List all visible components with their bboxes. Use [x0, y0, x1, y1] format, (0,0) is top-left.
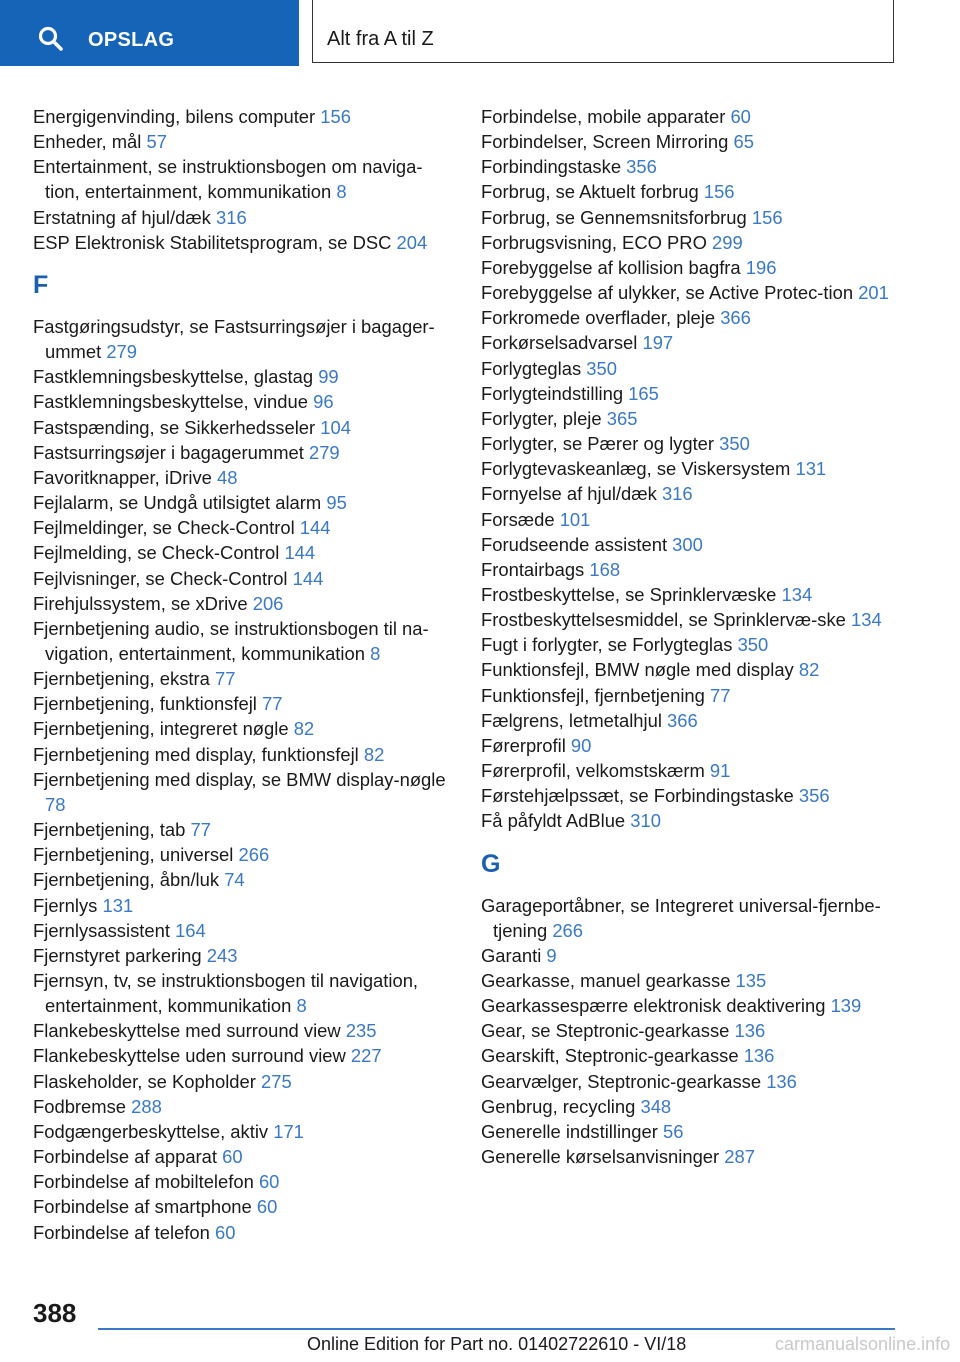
index-entry — [481, 406, 901, 431]
index-entry — [481, 607, 901, 632]
index-entry — [33, 540, 451, 565]
page-reference-link[interactable]: 165 — [628, 382, 659, 404]
page-reference-link[interactable]: 279 — [308, 441, 340, 463]
index-entry-text: Fastklemningsbeskyttelse, vindue — [33, 391, 314, 413]
index-entry — [481, 557, 901, 582]
index-entry — [33, 389, 451, 414]
page-reference-link[interactable]: 96 — [313, 391, 334, 413]
page-reference-link[interactable]: 135 — [735, 970, 767, 991]
page-reference-link[interactable]: 350 — [737, 634, 769, 656]
index-entry — [481, 1018, 901, 1043]
index-entry — [481, 431, 901, 456]
index-entry — [33, 515, 451, 540]
index-entry — [33, 205, 451, 230]
page-reference-link[interactable]: 90 — [570, 734, 592, 756]
page-reference-link[interactable]: 99 — [318, 366, 339, 388]
index-entry-text: Fjernlysassistent — [33, 919, 176, 941]
index-entry — [481, 632, 901, 657]
footer-divider — [98, 1328, 895, 1330]
index-entry-text: Garageportåbner, se Integreret universal-fjernbe-tjening — [481, 894, 881, 941]
page-reference-link[interactable]: 60 — [214, 1221, 236, 1243]
index-entry-text: Funktionsfejl, BMW nøgle med display — [481, 659, 799, 681]
index-entry — [481, 381, 901, 406]
index-entry-text: Førerprofil, velkomstskærm — [481, 760, 710, 782]
index-entry-text: Fastgøringsudstyr, se Fastsurringsøjer i bagager-ummet — [33, 315, 435, 363]
index-entry — [33, 1069, 451, 1094]
index-entry-text: Forbindingstaske — [481, 156, 627, 178]
index-entry-text: Garanti — [481, 944, 547, 966]
page-reference-link[interactable]: 196 — [745, 256, 777, 278]
index-entry — [33, 742, 451, 767]
index-entry-text: Fejlmeldinger, se Check-Control — [33, 517, 300, 539]
index-entry — [33, 842, 451, 867]
index-entry — [481, 943, 901, 968]
index-entry — [33, 364, 451, 389]
index-entry-text: Forlygter, se Pærer og lygter — [481, 433, 720, 455]
index-entry — [33, 1018, 451, 1043]
page-reference-link[interactable]: 266 — [238, 844, 270, 866]
page-reference-link[interactable]: 91 — [709, 760, 731, 782]
index-entry — [33, 1220, 451, 1245]
section-letter: G — [481, 849, 501, 878]
index-entry — [33, 918, 451, 943]
page-reference-link[interactable]: 279 — [106, 341, 138, 363]
page-header — [0, 0, 960, 66]
edition-text: Online Edition for Part no. 01402722610 - VI/18 — [307, 1334, 687, 1354]
page-reference-link[interactable]: 356 — [626, 156, 657, 178]
page-reference-link[interactable]: 266 — [552, 919, 583, 941]
page-reference-link[interactable]: 82 — [798, 659, 820, 681]
index-entry-text: Forkromede overflader, pleje — [481, 307, 721, 329]
page-reference-link[interactable]: 227 — [350, 1045, 382, 1067]
index-entry-text: Forebyggelse af ulykker, se Active Protec-tion — [481, 282, 859, 304]
index-entry — [33, 893, 451, 918]
index-entry-text: Flaskeholder, se Kopholder — [33, 1070, 261, 1092]
page-reference-link[interactable]: 144 — [292, 567, 324, 589]
index-entry-text: Få påfyldt AdBlue — [481, 810, 631, 832]
index-column-right — [481, 104, 901, 1169]
index-entry-text: Generelle kørselsanvisninger — [481, 1146, 725, 1168]
page-reference-link[interactable]: 168 — [589, 558, 621, 580]
index-entry-text: Funktionsfejl, fjernbetjening — [481, 684, 710, 706]
index-entry — [481, 708, 901, 733]
index-entry — [481, 179, 901, 204]
page-reference-link[interactable]: 366 — [720, 307, 751, 329]
index-entry — [33, 716, 451, 741]
lookup-tab-label: OPSLAG — [88, 29, 175, 51]
index-entry — [481, 582, 901, 607]
page-reference-link[interactable]: 136 — [766, 1070, 797, 1092]
page-reference-link[interactable]: 134 — [850, 609, 882, 631]
index-entry — [481, 356, 901, 381]
index-entry-text: Forlygteindstilling — [481, 382, 629, 404]
index-entry-text: Forkørselsadvarsel — [481, 332, 643, 354]
page-reference-link[interactable]: 136 — [734, 1020, 766, 1042]
index-entry-text: Fastspænding, se Sikkerhedsseler — [33, 416, 321, 438]
index-entry-text: Fjernsyn, tv, se instruktionsbogen til navigation, entertainment, kommunikation — [33, 970, 419, 1017]
page-reference-link[interactable]: 366 — [667, 709, 698, 731]
page-reference-link[interactable]: 275 — [260, 1070, 292, 1092]
index-entry-text: Frostbeskyttelsesmiddel, se Sprinklervæ-ske — [481, 609, 851, 631]
index-entry-text: Fastklemningsbeskyttelse, glastag — [33, 366, 319, 388]
page-reference-link[interactable]: 60 — [730, 106, 751, 127]
index-entry — [481, 1043, 901, 1068]
index-entry — [33, 666, 451, 691]
index-entry-text: Forbindelse af mobiltelefon — [33, 1171, 259, 1193]
page-reference-link[interactable]: 156 — [751, 206, 783, 228]
index-entry — [33, 691, 451, 716]
page-reference-link[interactable]: 171 — [273, 1120, 304, 1142]
index-entry-text: Gear, se Steptronic-gearkasse — [481, 1020, 735, 1042]
page-reference-link[interactable]: 156 — [703, 181, 735, 203]
index-entry — [33, 129, 451, 154]
page-reference-link[interactable]: 48 — [216, 466, 238, 488]
index-entry-text: Favoritknapper, iDrive — [33, 466, 217, 488]
index-entry — [33, 490, 451, 515]
index-entry-text: Gearkassespærre elektronisk deaktivering — [481, 995, 831, 1017]
index-entry — [33, 1043, 451, 1068]
index-entry — [481, 507, 901, 532]
index-entry — [481, 1069, 901, 1094]
index-entry-text: Gearkasse, manuel gearkasse — [481, 970, 736, 991]
index-entry-text: Forebyggelse af kollision bagfra — [481, 256, 746, 278]
page-reference-link[interactable]: 131 — [102, 894, 134, 916]
page-reference-link[interactable]: 134 — [781, 583, 813, 605]
index-entry-text: Forlygtevaskeanlæg, se Viskersystem — [481, 458, 796, 480]
index-entry — [481, 1144, 901, 1169]
index-entry-text: Entertainment, se instruktionsbogen om naviga-tion, entertainment, kommunikation — [33, 156, 423, 203]
index-entry — [481, 481, 901, 506]
index-entry-text: Fjernbetjening, tab — [33, 819, 191, 841]
chapter-title-box — [312, 0, 894, 63]
index-entry — [481, 330, 901, 355]
index-entry-text: Forbrug, se Aktuelt forbrug — [481, 181, 704, 203]
page-reference-link[interactable]: 144 — [284, 542, 316, 564]
index-entry — [33, 1094, 451, 1119]
index-entry-text: Førerprofil — [481, 734, 571, 756]
index-entry-text: Gearskift, Steptronic-gearkasse — [481, 1045, 744, 1067]
index-entry — [33, 616, 451, 666]
page-reference-link[interactable]: 350 — [719, 433, 750, 455]
index-entry-text: Fjernbetjening audio, se instruktionsbogen til na-vigation, entertainment, kommunikation — [33, 617, 429, 664]
index-entry-text: Fjernbetjening, funktionsfejl — [33, 693, 262, 715]
index-entry — [33, 867, 451, 892]
index-entry — [33, 314, 451, 364]
page-number: 388 — [33, 1298, 77, 1328]
index-entry-text: Fodgængerbeskyttelse, aktiv — [33, 1120, 274, 1142]
index-entry — [481, 456, 901, 481]
index-entry-text: Fjernbetjening med display, funktionsfejl — [33, 743, 364, 765]
page-reference-link[interactable]: 356 — [798, 785, 830, 807]
page-reference-link[interactable]: 243 — [206, 944, 238, 966]
index-entry-text: Firehjulssystem, se xDrive — [33, 592, 253, 614]
index-entry — [481, 783, 901, 808]
index-entry — [481, 657, 901, 682]
index-entry-text: Forbindelse, mobile apparater — [481, 106, 731, 127]
page-reference-link[interactable]: 131 — [795, 458, 827, 480]
index-entry — [481, 808, 901, 833]
index-entry — [33, 566, 451, 591]
index-entry — [481, 683, 901, 708]
page-reference-link[interactable]: 299 — [711, 231, 743, 253]
index-entry-text: Forlygter, pleje — [481, 407, 607, 429]
index-entry-text: Frontairbags — [481, 558, 590, 580]
index-entry — [33, 1194, 451, 1219]
chapter-title: Alt fra A til Z — [327, 28, 434, 50]
page-reference-link[interactable]: 8 — [370, 642, 381, 664]
page-reference-link[interactable]: 74 — [224, 869, 245, 891]
index-entry — [33, 1144, 451, 1169]
page-reference-link[interactable]: 101 — [559, 508, 591, 530]
index-entry-text: Forbindelse af telefon — [33, 1221, 215, 1243]
index-entry-text: Enheder, mål — [33, 131, 147, 153]
page-reference-link[interactable]: 310 — [630, 810, 661, 832]
index-entry-text: Fjernbetjening med display, se BMW display-nøgle — [33, 768, 446, 790]
index-entry-text: Forudseende assistent — [481, 533, 673, 555]
page-reference-link[interactable]: 104 — [320, 416, 351, 438]
page-reference-link[interactable]: 57 — [146, 131, 167, 153]
index-entry-text: Forbindelser, Screen Mirroring — [481, 131, 734, 153]
page-reference-link[interactable]: 144 — [299, 517, 331, 539]
page-reference-link[interactable]: 197 — [642, 332, 674, 354]
index-entry — [481, 230, 901, 255]
index-entry — [481, 968, 901, 993]
index-entry — [33, 230, 451, 255]
page-reference-link[interactable]: 164 — [175, 919, 206, 941]
index-entry-text: Fjernbetjening, ekstra — [33, 668, 215, 690]
search-icon — [38, 26, 64, 52]
index-entry-text: Frostbeskyttelse, se Sprinklervæske — [481, 583, 782, 605]
index-entry-text: Forbrug, se Gennemsnitsforbrug — [481, 206, 752, 228]
index-entry — [481, 280, 901, 305]
index-entry — [33, 440, 451, 465]
index-entry-text: Genbrug, recycling — [481, 1095, 641, 1117]
index-entry — [481, 129, 901, 154]
page-reference-link[interactable]: 9 — [546, 944, 557, 966]
index-entry-text: Erstatning af hjul/dæk — [33, 206, 216, 228]
index-entry-text: Fjernbetjening, integreret nøgle — [33, 718, 294, 740]
page-reference-link[interactable]: 77 — [262, 693, 283, 715]
page-reference-link[interactable]: 82 — [363, 743, 385, 765]
page-reference-link[interactable]: 206 — [252, 592, 284, 614]
index-entry-text: Fornyelse af hjul/dæk — [481, 483, 662, 505]
page-reference-link[interactable]: 156 — [320, 106, 351, 127]
section-letter: F — [33, 270, 49, 299]
page-reference-link[interactable]: 82 — [293, 718, 315, 740]
index-entry — [33, 1119, 451, 1144]
index-entry-text: Forsæde — [481, 508, 560, 530]
index-entry — [481, 532, 901, 557]
page-reference-link[interactable]: 8 — [336, 181, 347, 203]
index-entry — [33, 767, 451, 817]
index-entry — [481, 305, 901, 330]
watermark: carmanualsonline.info — [775, 1334, 951, 1354]
page-reference-link[interactable]: 77 — [710, 684, 731, 706]
index-entry-text: Førstehjælpssæt, se Forbindingstaske — [481, 785, 799, 807]
index-entry — [481, 205, 901, 230]
index-entry-text: Fugt i forlygter, se Forlygteglas — [481, 634, 738, 656]
page-reference-link[interactable]: 350 — [586, 357, 617, 379]
page-reference-link[interactable]: 316 — [661, 483, 693, 505]
page-reference-link[interactable]: 204 — [396, 231, 428, 253]
page-reference-link[interactable]: 8 — [296, 995, 307, 1017]
index-entry — [481, 104, 901, 129]
index-entry — [33, 943, 451, 968]
index-entry — [33, 104, 451, 129]
page-reference-link[interactable]: 136 — [743, 1045, 775, 1067]
page-reference-link[interactable]: 65 — [733, 131, 754, 153]
index-entry-text: Fjernlys — [33, 894, 103, 916]
index-entry-text: Fejlalarm, se Undgå utilsigtet alarm — [33, 492, 327, 514]
index-entry-text: Fjernbetjening, åbn/luk — [33, 869, 225, 891]
index-entry-text: Forbindelse af apparat — [33, 1146, 223, 1168]
index-entry — [481, 893, 901, 943]
index-entry — [33, 1169, 451, 1194]
index-entry-text: Energigenvinding, bilens computer — [33, 106, 321, 127]
page-reference-link[interactable]: 300 — [672, 533, 703, 555]
index-entry-text: Fælgrens, letmetalhjul — [481, 709, 668, 731]
lookup-tab[interactable] — [0, 0, 299, 66]
index-entry — [481, 154, 901, 179]
page-reference-link[interactable]: 348 — [640, 1095, 672, 1117]
index-entry — [33, 415, 451, 440]
page-reference-link[interactable]: 201 — [858, 282, 889, 304]
page-reference-link[interactable]: 60 — [256, 1196, 278, 1218]
index-entry-text: Generelle indstillinger — [481, 1120, 663, 1142]
index-entry — [481, 758, 901, 783]
index-entry-text: Forbrugsvisning, ECO PRO — [481, 231, 712, 253]
index-entry-text: Fejlmelding, se Check-Control — [33, 542, 285, 564]
index-entry — [33, 817, 451, 842]
page-reference-link[interactable]: 365 — [606, 407, 638, 429]
page-reference-link[interactable]: 287 — [724, 1146, 755, 1168]
index-entry — [33, 154, 451, 204]
page-reference-link[interactable]: 139 — [830, 995, 862, 1017]
index-entry-text: Flankebeskyttelse uden surround view — [33, 1045, 351, 1067]
page-reference-link[interactable]: 288 — [131, 1095, 162, 1117]
index-entry-text: ESP Elektronisk Stabilitetsprogram, se DSC — [33, 231, 397, 253]
index-entry-text: Forlygteglas — [481, 357, 587, 379]
index-entry — [481, 255, 901, 280]
page-reference-link[interactable]: 77 — [214, 668, 236, 690]
page-reference-link[interactable]: 77 — [190, 819, 211, 841]
index-entry — [481, 993, 901, 1018]
index-column-left — [33, 104, 451, 1245]
index-entry-text: Gearvælger, Steptronic-gearkasse — [481, 1070, 767, 1092]
index-entry — [481, 733, 901, 758]
page-reference-link[interactable]: 316 — [215, 206, 247, 228]
index-entry — [481, 1094, 901, 1119]
index-entry-text: Fjernbetjening, universel — [33, 844, 239, 866]
index-entry-text: Fejlvisninger, se Check-Control — [33, 567, 293, 589]
page-reference-link[interactable]: 56 — [662, 1120, 684, 1142]
index-entry — [33, 968, 451, 1018]
page-reference-link[interactable]: 78 — [45, 793, 66, 815]
index-entry-text: Forbindelse af smartphone — [33, 1196, 257, 1218]
index-entry-text: Fjernstyret parkering — [33, 944, 207, 966]
index-entry-text: Flankebeskyttelse med surround view — [33, 1020, 346, 1042]
index-entry-text: Fastsurringsøjer i bagagerummet — [33, 441, 309, 463]
page-reference-link[interactable]: 60 — [222, 1146, 243, 1168]
index-entry — [33, 591, 451, 616]
page-reference-link[interactable]: 95 — [326, 492, 347, 514]
index-entry-text: Fodbremse — [33, 1095, 132, 1117]
index-entry — [33, 465, 451, 490]
index-entry — [481, 1119, 901, 1144]
page-reference-link[interactable]: 60 — [258, 1171, 280, 1193]
page-reference-link[interactable]: 235 — [345, 1020, 377, 1042]
